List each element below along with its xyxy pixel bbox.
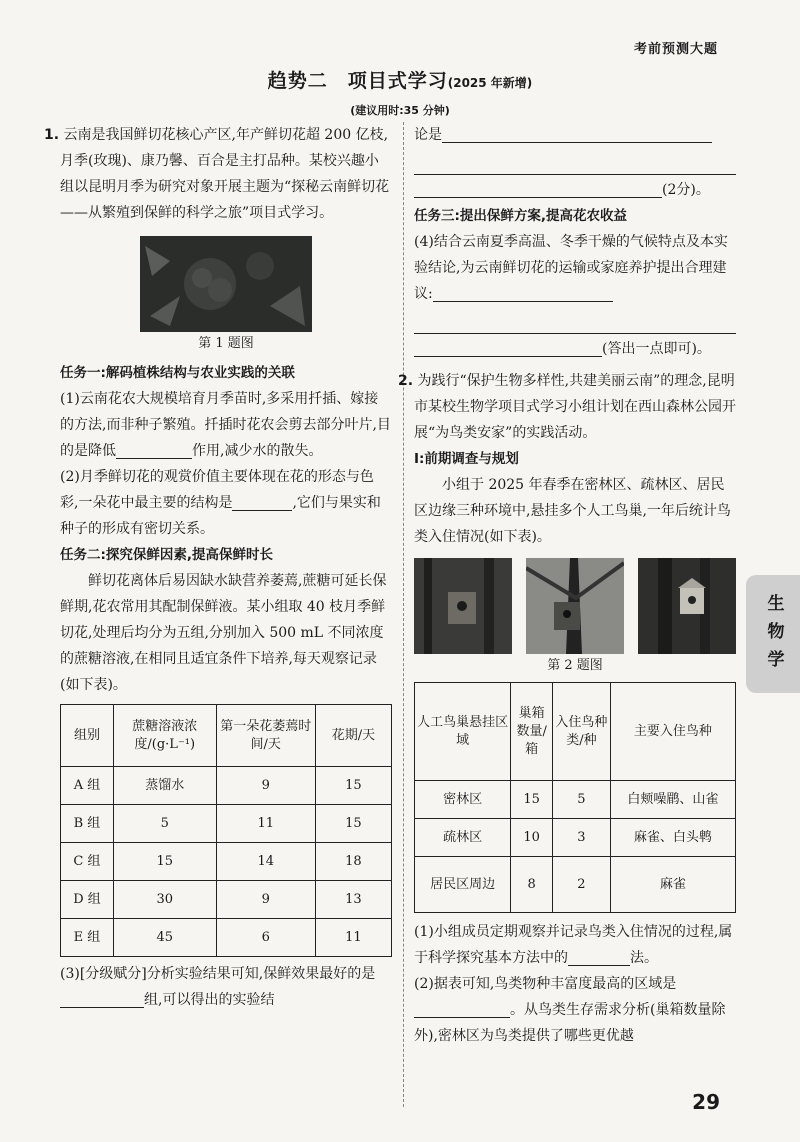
- q2-intro: 2. 为践行“保护生物多样性,共建美丽云南”的理念,昆明市某校生物学项目式学习小组计划在西山森林公园开展“为鸟类安家”的实践活动。: [398, 373, 736, 441]
- table-row: [61, 843, 392, 881]
- table-cell: 麻雀: [610, 857, 735, 913]
- table-cell: 11: [315, 919, 391, 957]
- title-main: 趋势二 项目式学习: [267, 70, 448, 92]
- column-divider: [403, 122, 404, 1107]
- table-cell: A 组: [61, 767, 114, 805]
- table-header: 蔗糖溶液浓度/(g·L⁻¹): [113, 705, 216, 767]
- table-cell: D 组: [61, 881, 114, 919]
- q1-conclusion: 论是: [414, 122, 736, 148]
- q1-part5-end: (答出一点即可)。: [414, 336, 736, 362]
- table-header: 第一朵花萎蔫时间/天: [216, 705, 315, 767]
- table-cell: 蒸馏水: [113, 767, 216, 805]
- table-cell: 9: [216, 881, 315, 919]
- answer-blank-7[interactable]: [414, 338, 602, 357]
- rose-image: [140, 236, 312, 332]
- title-sub: (2025 年新增): [447, 76, 533, 90]
- table-cell: 15: [113, 843, 216, 881]
- task3-heading: 任务三:提出保鲜方案,提高花农收益: [414, 208, 628, 224]
- table-row: [415, 819, 736, 857]
- birdhouse-photo-3: [638, 558, 736, 654]
- answer-blank-6[interactable]: [433, 283, 613, 302]
- table-cell: 18: [315, 843, 391, 881]
- q2-part2: (1)小组成员定期观察并记录鸟类入住情况的过程,属于科学探究基本方法中的 法。: [414, 924, 733, 966]
- q1-figure-caption: 第 1 题图: [198, 336, 254, 351]
- q1-number: 1.: [44, 127, 60, 143]
- birdhouse-table: [414, 682, 736, 913]
- subject-tab-label: 生物学: [767, 594, 785, 670]
- q2-part1: 小组于 2025 年春季在密林区、疏林区、居民区边缘三种环境中,悬挂多个人工鸟巢,一年后统计鸟类入住情况(如下表)。: [414, 477, 731, 545]
- table-cell: 13: [315, 881, 391, 919]
- table-cell: 疏林区: [415, 819, 511, 857]
- answer-blank-9[interactable]: [414, 999, 510, 1018]
- q2-number: 2.: [398, 373, 414, 389]
- table-row: [61, 919, 392, 957]
- table-row: [61, 805, 392, 843]
- table-cell: 6: [216, 919, 315, 957]
- table-cell: 30: [113, 881, 216, 919]
- rose-photo: [140, 236, 312, 332]
- table-cell: 10: [511, 819, 553, 857]
- answer-blank-5[interactable]: [414, 179, 662, 198]
- table-cell: 麻雀、白头鹎: [610, 819, 735, 857]
- q2-part3: (2)据表可知,鸟类物种丰富度最高的区域是。从鸟类生存需求分析(巢箱数量除外),密林区为鸟类提供了哪些更优越: [414, 976, 726, 1044]
- q2-section1: Ⅰ:前期调查与规划: [414, 451, 519, 467]
- task1-heading: 任务一:解码植株结构与农业实践的关联: [60, 365, 295, 381]
- table-cell: 居民区周边: [415, 857, 511, 913]
- q1-conclusion-end: (2分)。: [414, 177, 736, 203]
- table-header-row: [415, 683, 736, 781]
- task2-heading: 任务二:探究保鲜因素,提高保鲜时长: [60, 547, 274, 563]
- time-hint: (建议用时:35 分钟): [350, 104, 450, 117]
- table-header: 巢箱数量/箱: [511, 683, 553, 781]
- table-cell: 14: [216, 843, 315, 881]
- q1-intro: 1. 云南是我国鲜切花核心产区,年产鲜切花超 200 亿枝,月季(玫瑰)、康乃馨、百合是主打品种。某校兴趣小组以昆明月季为研究对象开展主题为“探秘云南鲜切花——从繁殖到保鲜的科学之旅”项目式学习。: [44, 127, 390, 221]
- table-cell: 白颊噪鹛、山雀: [610, 781, 735, 819]
- table-header-row: [61, 705, 392, 767]
- answer-blank-8[interactable]: [568, 947, 630, 966]
- birdhouse-photos: [414, 558, 736, 654]
- table-cell: B 组: [61, 805, 114, 843]
- table-header: 入住鸟种类/种: [553, 683, 611, 781]
- table-header: 人工鸟巢悬挂区域: [415, 683, 511, 781]
- header-label: 考前预测大题: [633, 42, 718, 57]
- table-cell: 密林区: [415, 781, 511, 819]
- table-cell: 5: [113, 805, 216, 843]
- birdhouse-photo-2: [526, 558, 624, 654]
- table-row: [61, 881, 392, 919]
- table-header: 组别: [61, 705, 114, 767]
- right-column: [398, 122, 736, 1049]
- answer-blank-3[interactable]: [60, 989, 144, 1008]
- q1-part1: (1)云南花农大规模培育月季苗时,多采用扦插、嫁接的方法,而非种子繁殖。扦插时花农会剪去部分叶片,目的是降低 作用,减少水的散失。: [60, 391, 391, 459]
- table-cell: E 组: [61, 919, 114, 957]
- table-row: [415, 781, 736, 819]
- page-title: [0, 66, 800, 93]
- table-row: [61, 767, 392, 805]
- table-header: 主要入住鸟种: [610, 683, 735, 781]
- answer-line-1[interactable]: [414, 150, 736, 175]
- table-cell: 15: [315, 805, 391, 843]
- table-cell: 11: [216, 805, 315, 843]
- table-cell: 5: [553, 781, 611, 819]
- answer-line-2[interactable]: [414, 309, 736, 334]
- birdhouse-photo-1: [414, 558, 512, 654]
- table-cell: 15: [315, 767, 391, 805]
- left-column: [44, 122, 392, 1013]
- answer-blank-2[interactable]: [232, 492, 292, 511]
- table-cell: 15: [511, 781, 553, 819]
- table-cell: 45: [113, 919, 216, 957]
- q2-figure-caption: 第 2 题图: [547, 658, 603, 673]
- table-row: [415, 857, 736, 913]
- q1-part4: (3)[分级赋分]分析实验结果可知,保鲜效果最好的是组,可以得出的实验结: [60, 966, 376, 1008]
- sucrose-table: [60, 704, 392, 957]
- table-cell: 3: [553, 819, 611, 857]
- table-cell: 2: [553, 857, 611, 913]
- q1-part3: 鲜切花离体后易因缺水缺营养萎蔫,蔗糖可延长保鲜期,花农常用其配制保鲜液。某小组取 40 枝月季鲜切花,处理后均分为五组,分别加入 500 mL 不同浓度的蔗糖溶液,在相同且适宜条件下培养,每天观察记录(如下表)。: [60, 573, 387, 693]
- table-cell: 9: [216, 767, 315, 805]
- page-number: 29: [692, 1090, 720, 1114]
- q1-part5: (4)结合云南夏季高温、冬季干燥的气候特点及本实验结论,为云南鲜切花的运输或家庭养护提出合理建议:: [414, 234, 728, 302]
- answer-blank-1[interactable]: [116, 440, 192, 459]
- table-cell: 8: [511, 857, 553, 913]
- q1-part2: (2)月季鲜切花的观赏价值主要体现在花的形态与色彩,一朵花中最主要的结构是 ,它们与果实和种子的形成有密切关系。: [60, 469, 381, 537]
- answer-blank-4[interactable]: [442, 124, 712, 143]
- table-header: 花期/天: [315, 705, 391, 767]
- table-cell: C 组: [61, 843, 114, 881]
